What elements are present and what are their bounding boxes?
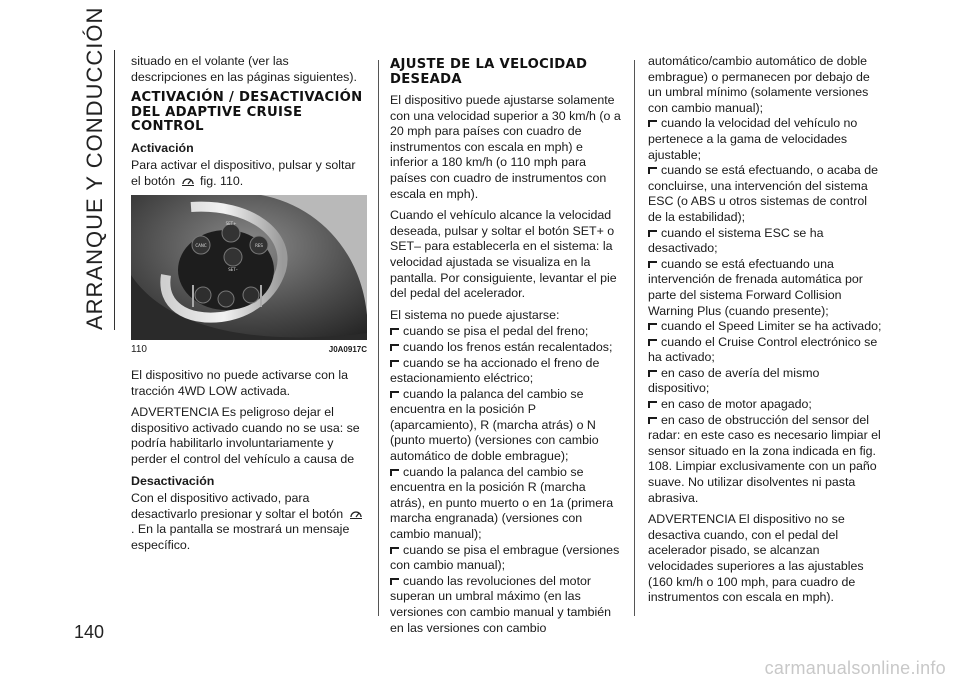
4wd-paragraph: El dispositivo no puede activarse con la tracción 4WD LOW activada.: [131, 368, 348, 398]
chapter-title: ARRANQUE Y CONDUCCIÓN: [82, 6, 107, 330]
figure-number: 110: [131, 344, 147, 356]
bullet-icon: [648, 417, 657, 424]
bullet-icon: [390, 547, 399, 554]
list-item: cuando los frenos están recalentados;: [390, 340, 622, 356]
speed-paragraph-1: El dispositivo puede ajustarse solamente con una velocidad superior a 30 km/h (o a 20 mph para países con cuadro de instrumentos con escala en mph) e inferior a 180 km/h (o 110 mph para países con cuadro de instrumentos con escala en mph).: [390, 93, 621, 201]
column-divider-2: [634, 60, 635, 616]
list-item: cuando la palanca del cambio se encuentra en la posición P (aparcamiento), R (marcha atrás) o N (punto muerto) (versiones con cambio automático de doble embrague);: [390, 386, 599, 464]
list-item: cuando el Speed Limiter se ha activado;: [648, 319, 884, 335]
list-item: en caso de avería del mismo dispositivo;: [648, 365, 820, 396]
list-item: cuando el Cruise Control electrónico se ha activado;: [648, 334, 878, 365]
speed-paragraph-3: El sistema no puede ajustarse:: [390, 307, 560, 322]
bullet-icon: [390, 360, 399, 367]
condition-list-continued: [648, 116, 884, 506]
chapter-rule: [114, 50, 115, 330]
cruise-control-icon: [349, 509, 363, 519]
list-item: cuando las revoluciones del motor superan un umbral máximo (en las versiones con cambio manual y también en las versiones con cambio: [390, 573, 612, 635]
subheading-desactivacion: Desactivación: [131, 473, 215, 488]
subheading-activacion: Activación: [131, 140, 194, 155]
list-item: en caso de obstrucción del sensor del radar: en este caso es necesario limpiar el sensor situado en la zona indicada en fig. 108. Limpiar exclusivamente con un paño suave. No utilizar disolventes ni pasta abrasiva.: [648, 412, 881, 505]
list-item: en caso de motor apagado;: [648, 397, 884, 413]
list-item: cuando se pisa el pedal del freno;: [390, 324, 622, 340]
activation-paragraph: Para activar el dispositivo, pulsar y soltar el botón fig. 110.: [131, 158, 356, 188]
photo-label-set-plus: SET+: [225, 221, 237, 227]
list-item: cuando la palanca del cambio se encuentra en la posición R (marcha atrás), en punto muerto o en 1a (primera marcha engranada) (versiones con cambio manual);: [390, 464, 614, 542]
watermark: carmanualsonline.info: [764, 658, 946, 678]
column-2: [390, 54, 622, 636]
bullet-icon: [648, 230, 657, 237]
steering-wheel-photo: [131, 195, 367, 340]
bullet-icon: [648, 401, 657, 408]
bullet-icon: [648, 339, 657, 346]
bullet-icon: [648, 167, 657, 174]
list-item: cuando se ha accionado el freno de estacionamiento eléctrico;: [390, 355, 600, 386]
bullet-icon: [648, 120, 657, 127]
deactivation-paragraph: Con el dispositivo activado, para desactivarlo presionar y soltar el botón . En la pantalla se mostrará un mensaje específico.: [131, 491, 367, 553]
steering-wheel-controls-illustration: [131, 195, 367, 340]
photo-label-canc: CANC: [195, 243, 207, 249]
column-divider-1: [378, 60, 379, 616]
list-item: cuando la velocidad del vehículo no pertenece a la gama de velocidades ajustable;: [648, 116, 858, 162]
bullet-icon: [390, 578, 399, 585]
warning-paragraph-2: ADVERTENCIA El dispositivo no se desactiva cuando, con el pedal del acelerador pisado, se alcanzan velocidades superiores a las ajustables (160 km/h o 100 mph, para cuadro de instrumentos con escala en mph).: [648, 512, 864, 605]
bullet-icon: [648, 370, 657, 377]
figure-caption: [131, 342, 367, 358]
section-heading-activation: ACTIVACIÓN / DESACTIVACIÓN DEL ADAPTIVE CRUISE CONTROL: [131, 90, 363, 135]
section-heading-speed: AJUSTE DE LA VELOCIDAD DESEADA: [390, 57, 588, 87]
list-item: cuando se está efectuando una intervención de frenada automática por parte del sistema Forward Collision Warning Plus (cuando presente);: [648, 256, 863, 318]
bullet-icon: [648, 261, 657, 268]
list-item: cuando el sistema ESC se ha desactivado;: [648, 225, 824, 256]
speed-paragraph-2: Cuando el vehículo alcance la velocidad deseada, pulsar y soltar el botón SET+ o SET– para establecerla en el sistema: la velocidad ajustada se visualiza en la pantalla. Por consiguiente, levantar el pie del pedal del acelerador.: [390, 208, 617, 301]
bullet-icon: [390, 469, 399, 476]
bullet-icon: [390, 344, 399, 351]
list-item: cuando se pisa el embrague (versiones con cambio manual);: [390, 542, 620, 573]
intro-paragraph: situado en el volante (ver las descripciones en las páginas siguientes).: [131, 54, 357, 84]
bullet-icon: [648, 323, 657, 330]
cruise-control-icon: [181, 176, 195, 186]
photo-label-res: RES: [255, 243, 263, 249]
list-item: cuando se está efectuando, o acaba de concluirse, una intervención del sistema ESC (o ABS u otros sistemas de control de la estabilidad);: [648, 163, 879, 224]
warning-paragraph-1: ADVERTENCIA Es peligroso dejar el dispositivo activado cuando no se usa: se podría habilitarlo involuntariamente y perder el control del vehículo a causa de: [131, 405, 360, 467]
continued-paragraph: automático/cambio automático de doble embrague) o permanecen por debajo de un umbral mínimo (solamente versiones con cambio manual);: [648, 54, 870, 115]
column-1: [131, 54, 367, 560]
page-number: 140: [74, 622, 105, 642]
column-3: [648, 54, 884, 612]
bullet-icon: [390, 328, 399, 335]
figure-code: J0A0917C: [328, 345, 367, 355]
bullet-icon: [390, 391, 399, 398]
photo-label-set-minus: SET–: [228, 267, 238, 273]
condition-list: [390, 324, 622, 636]
